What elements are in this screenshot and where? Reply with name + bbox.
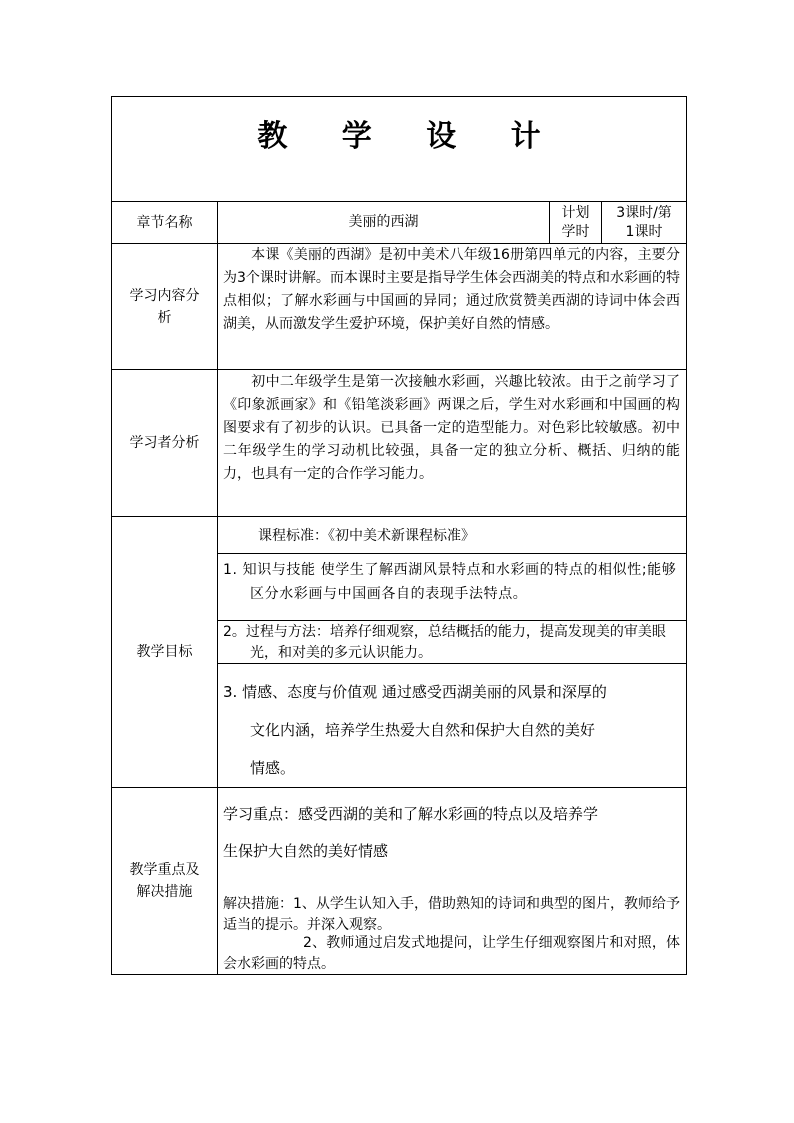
objectives-label: 教学目标	[112, 517, 218, 787]
key-points-focus	[223, 796, 680, 870]
lesson-plan-table	[111, 96, 687, 975]
objectives-item3-line2: 文化内涵，培养学生热爱大自然和保护大自然的美好	[250, 721, 596, 739]
plan-value-line1: 3课时/第	[616, 204, 672, 221]
key-points-measure2	[223, 933, 680, 975]
objectives-standard-block	[218, 517, 686, 554]
chapter-row	[112, 202, 686, 244]
key-points-label-line1: 教学重点及	[129, 862, 200, 878]
key-points-label-line2: 解决措施	[136, 884, 193, 900]
key-points-focus-line2: 生保护大自然的美好情感	[223, 842, 389, 860]
learner-analysis-row	[112, 370, 686, 517]
objectives-item1-block	[218, 554, 686, 621]
key-points-measure2-text: 2、教师通过启发式地提问，让学生仔细观察图片和对照，体会水彩画的特点。	[223, 935, 680, 972]
content-analysis-label-line2: 析	[157, 309, 172, 326]
objectives-row	[112, 517, 686, 788]
page-title: 教 学 设 计	[257, 119, 563, 154]
learner-analysis-text	[223, 371, 680, 486]
learner-analysis-cell	[218, 370, 686, 516]
objectives-item2-block	[218, 621, 686, 664]
content-analysis-text	[223, 244, 680, 336]
plan-label	[550, 202, 602, 243]
plan-label-line2: 学时	[561, 223, 590, 240]
objectives-standard: 课程标准：《初中美术新课程标准》	[258, 528, 475, 544]
objectives-cell	[218, 517, 686, 787]
content-analysis-row	[112, 244, 686, 370]
plan-value-line2: 1课时	[625, 223, 663, 240]
objectives-item3-block	[218, 664, 686, 788]
key-points-label	[112, 788, 218, 974]
objectives-item3-line1: 3. 情感、态度与价值观 通过感受西湖美丽的风景和深厚的	[223, 683, 607, 701]
plan-label-line1: 计划	[561, 204, 590, 221]
learner-analysis-body: 初中二年级学生是第一次接触水彩画，兴趣比较浓。由于之前学习了《印象派画家》和《铅笔淡彩画》两课之后，学生对水彩画和中国画的构图要求有了初步的认识。已具备一定的造型能力。对色彩比较敏感。初中二年级学生的学习动机比较强，具备一定的独立分析、概括、归纳的能力，也具有一定的合作学习能力。	[223, 374, 680, 482]
content-analysis-label	[112, 244, 218, 369]
objectives-item1: 1. 知识与技能 使学生了解西湖风景特点和水彩画的特点的相似性;能够区分水彩画与中国画各自的表现手法特点。	[223, 562, 677, 602]
chapter-name	[218, 202, 550, 243]
key-points-focus-line1: 学习重点：感受西湖的美和了解水彩画的特点以及培养学	[223, 805, 599, 823]
chapter-label: 章节名称	[112, 202, 218, 243]
objectives-item2: 2。过程与方法：培养仔细观察，总结概括的能力，提高发现美的审美眼光，和对美的多元认识能力。	[223, 624, 666, 661]
objectives-item3-line3: 情感。	[250, 759, 296, 777]
plan-value	[602, 202, 686, 243]
content-analysis-body: 本课《美丽的西湖》是初中美术八年级16册第四单元的内容，主要分为3个课时讲解。而本课时主要是指导学生体会西湖美的特点和水彩画的特点相似；了解水彩画与中国画的异同；通过欣赏赞美西湖的诗词中体会西湖美，从而激发学生爱护环境，保护美好自然的情感。	[223, 247, 680, 332]
learner-analysis-label: 学习者分析	[112, 370, 218, 516]
content-analysis-cell	[218, 244, 686, 369]
title-row	[112, 97, 686, 202]
chapter-name-text: 美丽的西湖	[348, 214, 419, 230]
content-analysis-label-line1: 学习内容分	[129, 287, 200, 304]
objectives-item3	[223, 673, 680, 787]
key-points-cell	[218, 788, 686, 974]
key-points-row	[112, 788, 686, 974]
key-points-measure1: 解决措施：1、从学生认知入手，借助熟知的诗词和典型的图片，教师给予适当的提示。并深入观察。	[223, 896, 680, 933]
